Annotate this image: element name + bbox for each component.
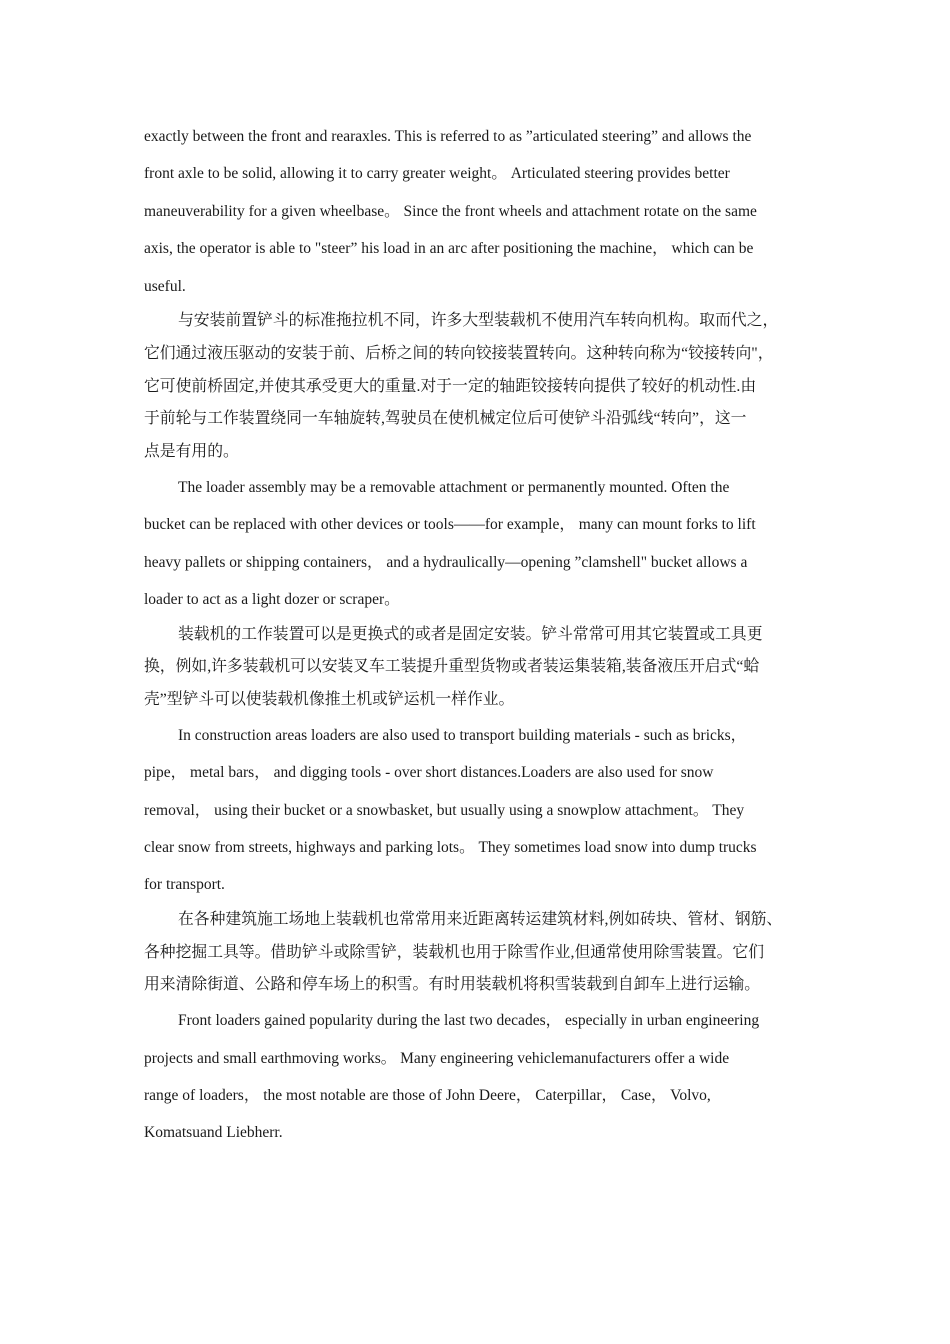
text-line: front axle to be solid, allowing it to carry greater weight。 Articulated steering provides better	[144, 165, 730, 183]
paragraph-en-articulated-steering	[144, 118, 812, 305]
text-line: 用来清除街道、公路和停车场上的积雪。有时用装载机将积雪装载到自卸车上进行运输。	[144, 976, 761, 994]
text-line: axis, the operator is able to "steer” his load in an arc after positioning the machine， which can be	[144, 240, 754, 258]
paragraph-en-loader-assembly	[144, 469, 812, 619]
text-line: In construction areas loaders are also used to transport building materials - such as bricks，	[178, 726, 747, 744]
text-line: 壳”型铲斗可以使装载机像推土机或铲运机一样作业。	[144, 691, 515, 709]
text-line: heavy pallets or shipping containers， and a hydraulically—opening ”clamshell" bucket allows a	[144, 553, 748, 571]
text-line: 换，例如,许多装载机可以安装叉车工装提升重型货物或者装运集装箱,装备液压开启式“蛤	[144, 658, 760, 676]
text-line: exactly between the front and rearaxles. This is referred to as ”articulated steering” and allows the	[144, 128, 752, 145]
paragraph-en-construction-use	[144, 717, 812, 904]
text-line: The loader assembly may be a removable attachment or permanently mounted. Often the	[178, 478, 730, 496]
text-line: 各种挖掘工具等。借助铲斗或除雪铲，装载机也用于除雪作业,但通常使用除雪装置。它们	[144, 943, 765, 961]
text-line: 它可使前桥固定,并使其承受更大的重量.对于一定的轴距铰接转向提供了较好的机动性.由	[144, 377, 757, 395]
text-line: maneuverability for a given wheelbase。 Since the front wheels and attachment rotate on the same	[144, 202, 757, 220]
text-line: removal， using their bucket or a snowbasket, but usually using a snowplow attachment。 They	[144, 801, 745, 819]
text-line: range of loaders， the most notable are those of John Deere， Caterpillar， Case， Volvo,	[144, 1087, 711, 1105]
text-line: 在各种建筑施工场地上装载机也常常用来近距离转运建筑材料,例如砖块、管材、钢筋、	[178, 910, 783, 928]
text-line: for transport.	[144, 876, 225, 894]
text-line: 点是有用的。	[144, 443, 239, 461]
text-line: pipe， metal bars， and digging tools - over short distances.Loaders are also used for snow	[144, 764, 714, 782]
paragraph-zh-loader-assembly	[144, 619, 812, 717]
text-line: projects and small earthmoving works。 Many engineering vehiclemanufacturers offer a wide	[144, 1049, 730, 1067]
text-line: 与安装前置铲斗的标准拖拉机不同，许多大型装载机不使用汽车转向机构。取而代之，	[178, 311, 779, 329]
text-line: 它们通过液压驱动的安装于前、后桥之间的转向铰接装置转向。这种转向称为“铰接转向"，	[144, 344, 774, 362]
document-body	[144, 118, 812, 1152]
text-line: clear snow from streets, highways and parking lots。 They sometimes load snow into dump trucks	[144, 839, 757, 857]
text-line: Front loaders gained popularity during the last two decades， especially in urban engineering	[178, 1012, 760, 1030]
paragraph-en-popularity	[144, 1002, 812, 1152]
text-line: 装载机的工作装置可以是更换式的或者是固定安装。铲斗常常可用其它装置或工具更	[178, 625, 763, 643]
text-line: Komatsuand Liebherr.	[144, 1124, 283, 1142]
paragraph-zh-construction-use	[144, 904, 812, 1002]
text-line: loader to act as a light dozer or scraper。	[144, 591, 400, 609]
text-line: useful.	[144, 277, 186, 295]
text-line: bucket can be replaced with other devices or tools——for example， many can mount forks to lift	[144, 516, 756, 534]
paragraph-zh-articulated-steering	[144, 305, 812, 469]
text-line: 于前轮与工作装置绕同一车轴旋转,驾驶员在使机械定位后可使铲斗沿弧线“转向”，这一	[144, 410, 747, 428]
